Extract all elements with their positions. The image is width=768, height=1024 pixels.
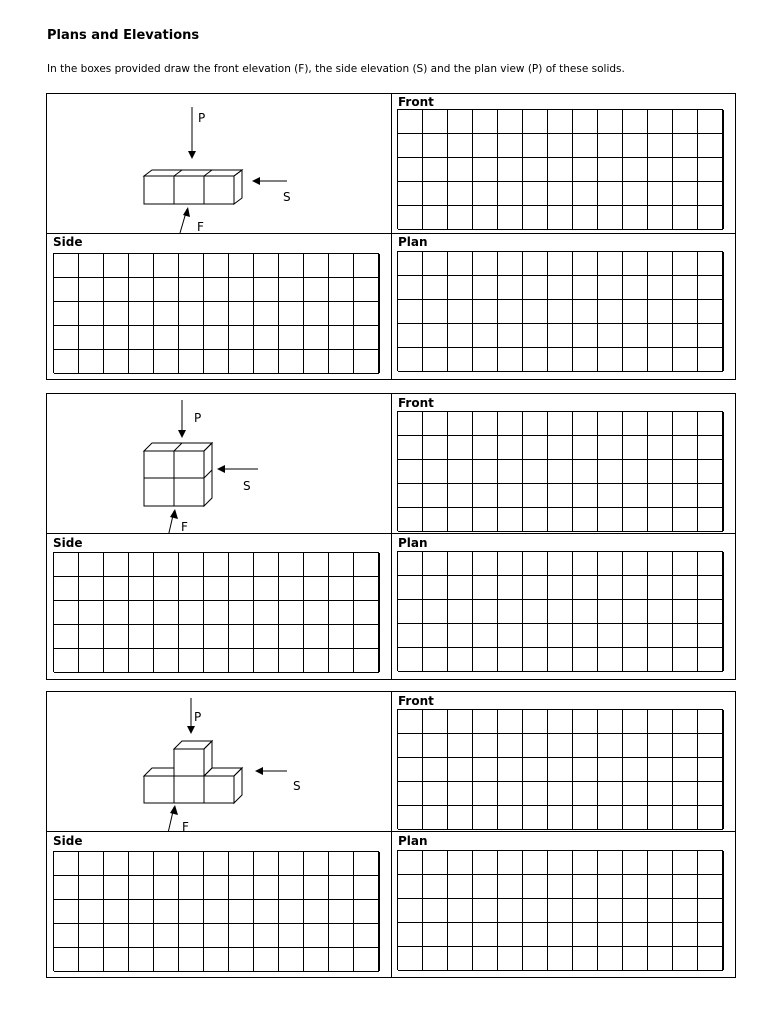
solid-drawing xyxy=(47,394,391,533)
arrow-label-p: P xyxy=(198,111,206,125)
arrow-label-f: F xyxy=(181,520,188,533)
arrow-label-f: F xyxy=(197,220,204,233)
front-grid[interactable] xyxy=(397,709,723,829)
arrow-label-p: P xyxy=(194,710,202,724)
label-side: Side xyxy=(53,834,83,848)
front-grid[interactable] xyxy=(397,411,723,531)
arrow-label-f: F xyxy=(182,820,189,831)
arrow-label-p: P xyxy=(194,411,202,425)
arrow-label-s: S xyxy=(283,190,291,204)
side-grid[interactable] xyxy=(53,851,379,971)
front-grid[interactable] xyxy=(397,109,723,229)
arrow-label-s: S xyxy=(243,479,251,493)
exercise-1 xyxy=(46,93,736,380)
side-grid[interactable] xyxy=(53,253,379,373)
label-front: Front xyxy=(398,95,434,109)
label-side: Side xyxy=(53,536,83,550)
label-side: Side xyxy=(53,235,83,249)
label-plan: Plan xyxy=(398,235,428,249)
label-front: Front xyxy=(398,694,434,708)
solid-drawing xyxy=(47,94,391,233)
divider-vertical xyxy=(391,394,392,679)
plan-grid[interactable] xyxy=(397,551,723,671)
label-plan: Plan xyxy=(398,834,428,848)
side-grid[interactable] xyxy=(53,552,379,672)
divider-vertical xyxy=(391,94,392,379)
label-plan: Plan xyxy=(398,536,428,550)
solid-drawing xyxy=(47,692,391,831)
page-title: Plans and Elevations xyxy=(47,28,200,43)
exercise-3 xyxy=(46,691,736,978)
arrow-label-s: S xyxy=(293,779,301,793)
exercise-2 xyxy=(46,393,736,680)
plan-grid[interactable] xyxy=(397,850,723,970)
divider-vertical xyxy=(391,692,392,977)
plan-grid[interactable] xyxy=(397,251,723,371)
label-front: Front xyxy=(398,396,434,410)
instructions: In the boxes provided draw the front elevation (F), the side elevation (S) and the plan view (P) of these solids. xyxy=(47,63,625,75)
